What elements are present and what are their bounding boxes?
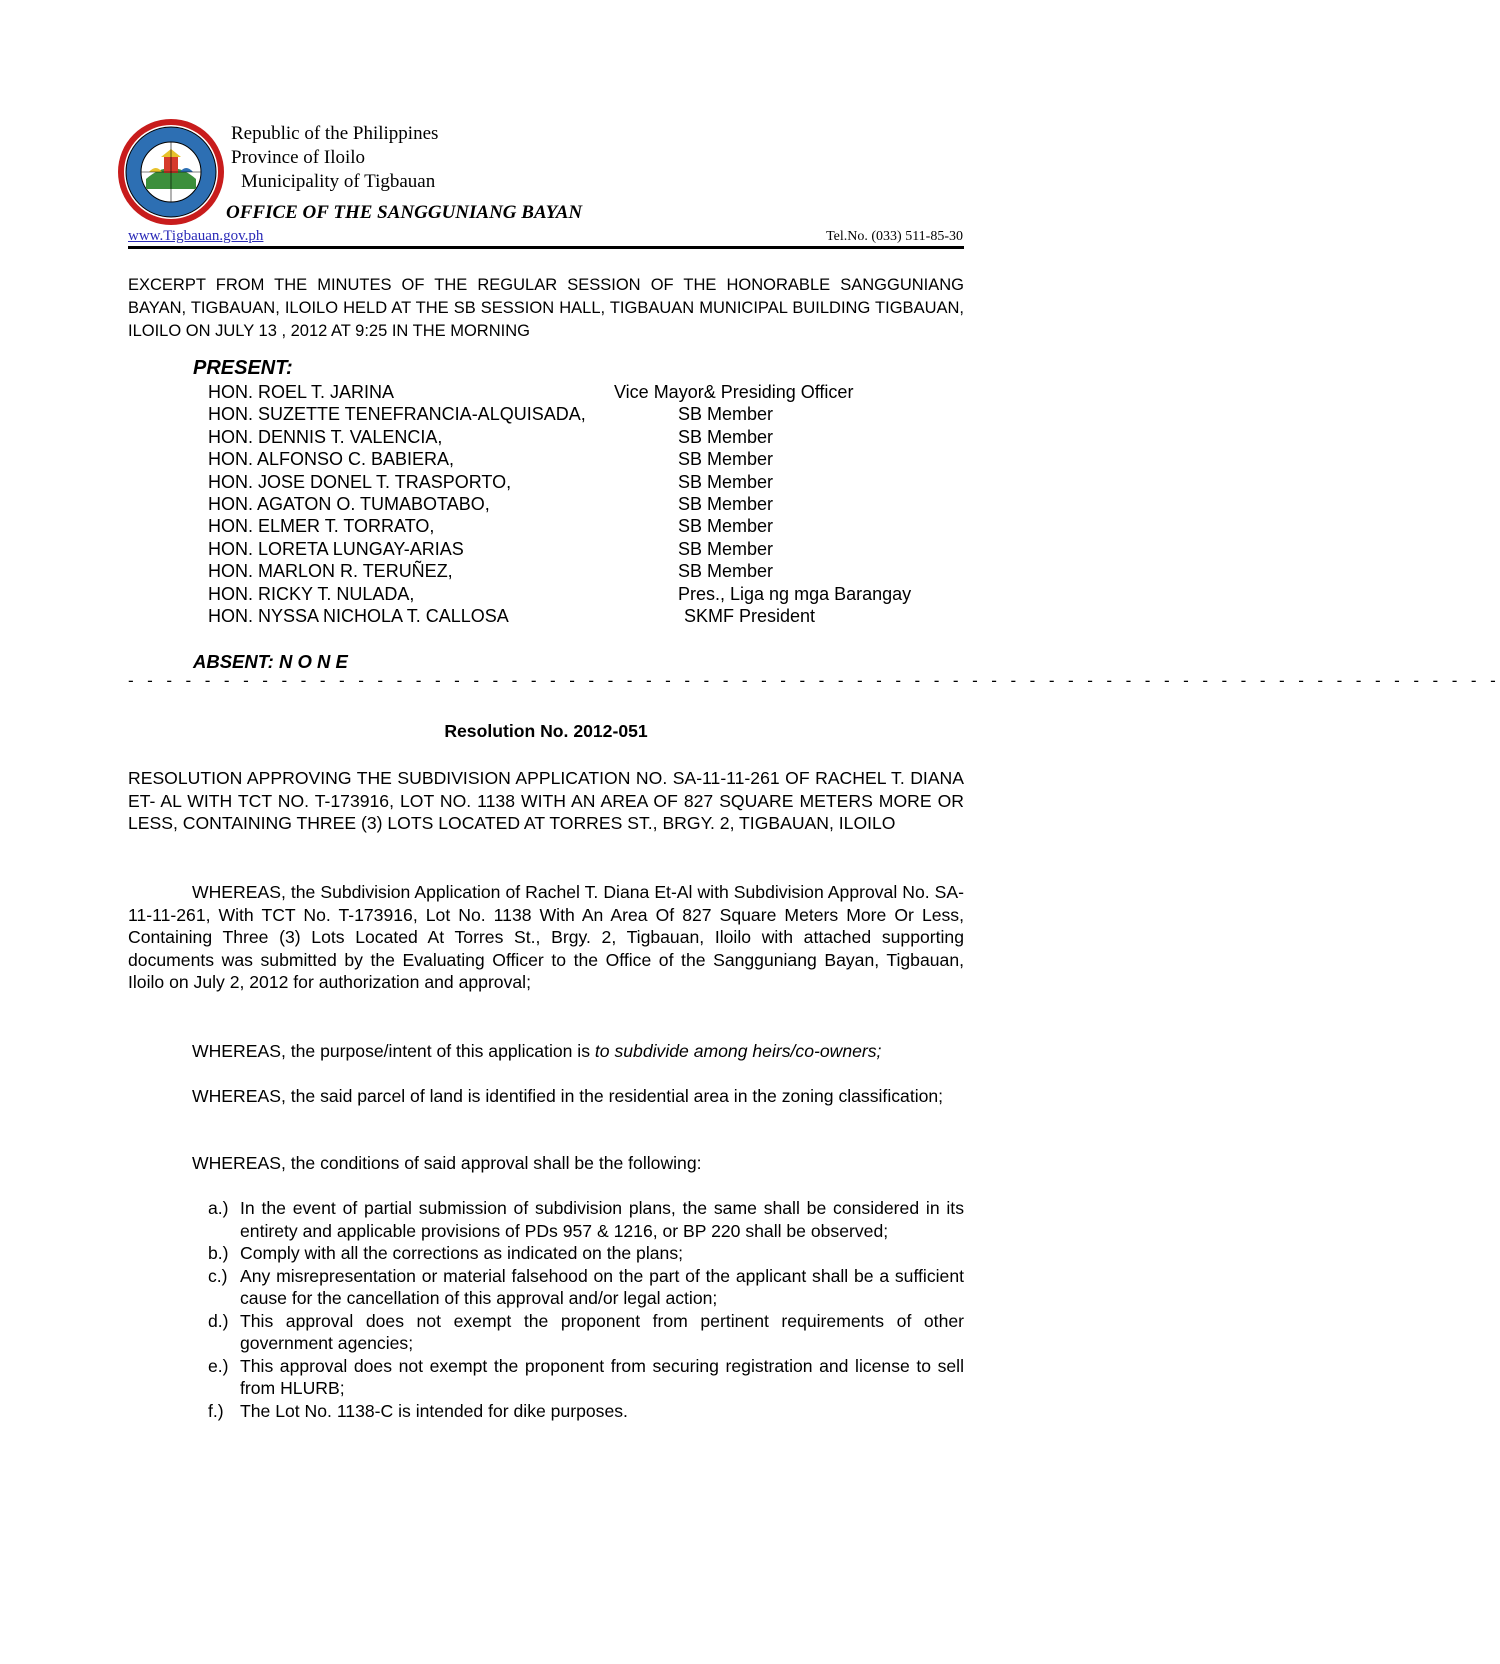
member-name: HON. ELMER T. TORRATO, [208, 516, 435, 537]
member-position: SB Member [678, 471, 774, 492]
member-position: Vice Mayor& Presiding Officer [614, 382, 854, 402]
present-heading: PRESENT: [193, 357, 293, 379]
header-rule [128, 246, 964, 249]
telephone-number: Tel.No. (033) 511-85-30 [826, 229, 963, 244]
condition-text: Comply with all the corrections as indicated on the plans; [240, 1243, 684, 1263]
member-row [208, 403, 968, 425]
condition-label: a.) [208, 1198, 229, 1218]
member-name: HON. SUZETTE TENEFRANCIA-ALQUISADA, [208, 404, 586, 425]
member-position: SB Member [678, 404, 774, 425]
member-row [208, 448, 968, 470]
member-row [208, 381, 968, 403]
member-row [208, 605, 968, 627]
minutes-excerpt: EXCERPT FROM THE MINUTES OF THE REGULAR SESSION OF THE HONORABLE SANGGUNIANG BAYAN, TIGBAUAN, ILOILO HELD AT THE SB SESSION HALL, TIGBAUAN MUNICIPAL BUILDING TIGBAUAN, ILOILO ON JULY 13 , 2012 AT 9:25 IN THE MORNING [128, 276, 964, 340]
whereas-paragraph-2 [128, 1040, 964, 1063]
condition-text: In the event of partial submission of subdivision plans, the same shall be considered in its entirety and applicable provisions of PDs 957 & 1216, or BP 220 shall be observed; [240, 1198, 964, 1241]
member-name: HON. JOSE DONEL T. TRASPORTO, [208, 471, 512, 492]
condition-label: c.) [208, 1265, 228, 1286]
member-row [208, 515, 968, 537]
member-name: HON. ALFONSO C. BABIERA, [208, 449, 455, 470]
member-name: HON. RICKY T. NULADA, [208, 583, 415, 604]
member-name: HON. LORETA LUNGAY-ARIAS [208, 538, 464, 559]
member-name: HON. AGATON O. TUMABOTABO, [208, 493, 490, 514]
condition-text: Any misrepresentation or material falsehood on the part of the applicant shall be a sufficient cause for the cancellation of this approval and/or legal action; [240, 1265, 964, 1308]
condition-label: e.) [208, 1355, 229, 1376]
condition-label: d.) [208, 1310, 229, 1331]
member-row [208, 560, 968, 582]
condition-item [208, 1310, 964, 1355]
member-position: SB Member [678, 493, 774, 514]
condition-item [208, 1242, 964, 1265]
resolution-number: Resolution No. 2012-051 [444, 721, 648, 741]
member-name: HON. NYSSA NICHOLA T. CALLOSA [208, 605, 509, 626]
member-position: SB Member [678, 538, 774, 559]
whereas-paragraph-3: WHEREAS, the said parcel of land is identified in the residential area in the zoning classification; [192, 1086, 944, 1106]
separator-line: - - - - - - - - - - - - - - - - - - - - - - - - - - - - - - - - - - - - - - - - - - - - - - - - - - - - - - - - - - - - - - - - - - - - - - - - [128, 671, 1500, 690]
condition-text: This approval does not exempt the proponent from securing registration and license to sell from HLURB; [240, 1355, 964, 1398]
member-position: SB Member [678, 426, 774, 447]
member-position: SKMF President [684, 605, 816, 626]
member-row [208, 471, 968, 493]
member-position: SB Member [678, 561, 774, 582]
whereas-paragraph-1: WHEREAS, the Subdivision Application of Rachel T. Diana Et-Al with Subdivision Approval No. SA-11-11-261, With TCT No. T-173916, Lot No. 1138 With An Area Of 827 Square Meters More Or Less, Containing Three (3) Lots Located At Torres St., Brgy. 2, Tigbauan, Iloilo with attached supporting documents was submitted by the Evaluating Officer to the Office of the Sangguniang Bayan, Tigbauan, Iloilo on July 2, 2012 for authorization and approval; [128, 882, 964, 992]
whereas-paragraph-4: WHEREAS, the conditions of said approval shall be the following: [192, 1153, 702, 1173]
condition-label: f.) [208, 1400, 224, 1421]
whereas-2-text: WHEREAS, the purpose/intent of this application is [192, 1041, 595, 1061]
municipality-line: Municipality of Tigbauan [241, 171, 436, 192]
member-row [208, 538, 968, 560]
conditions-list [208, 1197, 964, 1422]
member-row [208, 426, 968, 448]
condition-label: b.) [208, 1243, 229, 1263]
member-position: SB Member [678, 449, 774, 470]
member-row [208, 583, 968, 605]
member-position: Pres., Liga ng mga Barangay [678, 583, 912, 604]
condition-item [208, 1197, 964, 1242]
province-line: Province of Iloilo [231, 147, 366, 168]
condition-item [208, 1265, 964, 1310]
member-name: HON. MARLON R. TERUÑEZ, [208, 561, 453, 582]
website-link[interactable]: www.Tigbauan.gov.ph [128, 228, 264, 244]
member-position: SB Member [678, 516, 774, 537]
resolution-title: RESOLUTION APPROVING THE SUBDIVISION APPLICATION NO. SA-11-11-261 OF RACHEL T. DIANA ET- AL WITH TCT NO. T-173916, LOT NO. 1138 WITH AN AREA OF 827 SQUARE METERS MORE OR LESS, CONTAINING THREE (3) LOTS LOCATED AT TORRES ST., BRGY. 2, TIGBAUAN, ILOILO [128, 768, 964, 833]
member-name: HON. ROEL T. JARINA [208, 382, 395, 402]
whereas-2-purpose: to subdivide among heirs/co-owners; [594, 1041, 882, 1061]
municipal-seal [116, 117, 226, 227]
condition-item [208, 1400, 964, 1423]
condition-text: The Lot No. 1138-C is intended for dike purposes. [240, 1400, 628, 1421]
members-list [208, 381, 968, 627]
condition-item [208, 1355, 964, 1400]
republic-line: Republic of the Philippines [231, 123, 439, 144]
office-title: OFFICE OF THE SANGGUNIANG BAYAN [226, 202, 583, 223]
condition-text: This approval does not exempt the proponent from pertinent requirements of other government agencies; [240, 1310, 964, 1353]
member-name: HON. DENNIS T. VALENCIA, [208, 426, 443, 447]
member-row [208, 493, 968, 515]
absent-line: ABSENT: N O N E [193, 651, 348, 672]
